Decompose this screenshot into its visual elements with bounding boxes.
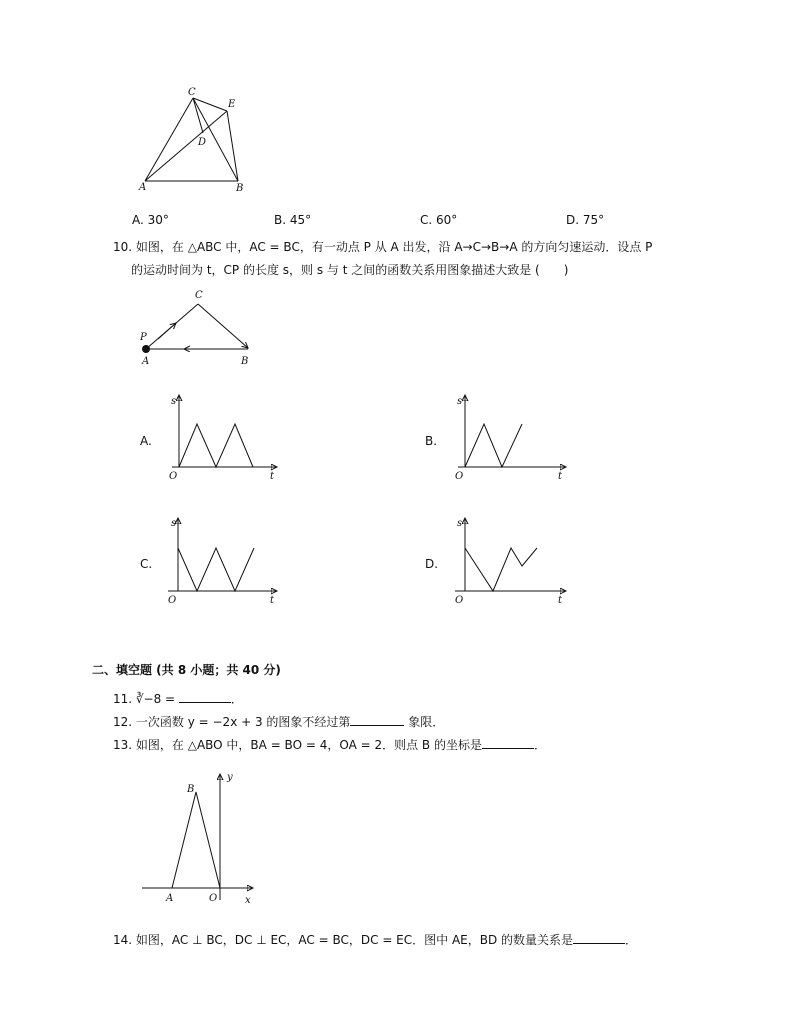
q9-option-a: A. 30° bbox=[132, 213, 169, 227]
q11-period: ． bbox=[230, 692, 243, 706]
q9-option-b: B. 45° bbox=[274, 213, 312, 227]
q10-label-C: C bbox=[195, 290, 203, 301]
q12-text: 12. 一次函数 y = −2x + 3 的图象不经过第 bbox=[113, 715, 351, 729]
graph-b-label-t: t bbox=[558, 471, 563, 482]
graph-c-label-t: t bbox=[270, 595, 275, 606]
q9-label-A: A bbox=[139, 182, 147, 193]
q9-label-B: B bbox=[236, 183, 244, 194]
q13-label-O: O bbox=[209, 893, 218, 904]
q10-option-b-label: B. bbox=[425, 434, 438, 448]
q14-text: 14. 如图，AC ⊥ BC，DC ⊥ EC，AC = BC，DC = EC．图中 AE，BD 的数量关系是 bbox=[113, 933, 574, 947]
graph-d-label-s: s bbox=[457, 518, 463, 529]
q14 bbox=[113, 931, 637, 948]
graph-d-label-t: t bbox=[558, 595, 563, 606]
q13-triangle bbox=[172, 792, 220, 888]
graph-b-label-s: s bbox=[457, 396, 463, 407]
q13-label-B: B bbox=[187, 784, 195, 795]
q14-blank bbox=[573, 931, 625, 944]
graph-a-label-s: s bbox=[171, 396, 177, 407]
graph-a-label-t: t bbox=[270, 471, 275, 482]
q12-suffix: 象限． bbox=[408, 715, 445, 729]
q13-text: 13. 如图，在 △ABO 中，BA = BO = 4，OA = 2．则点 B 的坐标是 bbox=[113, 738, 482, 752]
graph-c-label-O: O bbox=[168, 595, 177, 606]
graph-c-label-s: s bbox=[171, 518, 177, 529]
graph-b-label-O: O bbox=[455, 471, 464, 482]
graph-a-label-O: O bbox=[169, 471, 178, 482]
q11-text: 11. ∛−8 = bbox=[113, 692, 179, 706]
q9-label-E: E bbox=[228, 99, 236, 110]
section-title: 二、填空题 (共 8 小题；共 40 分) bbox=[92, 663, 281, 677]
q9-option-c: C. 60° bbox=[420, 213, 458, 227]
q10-option-c-label: C. bbox=[140, 557, 153, 571]
q10-line1: 10. 如图，在 △ABC 中，AC = BC，有一动点 P 从 A 出发，沿 A→C→B→A 的方向匀速运动．设点 P bbox=[113, 240, 653, 254]
q9-label-C: C bbox=[188, 87, 196, 98]
q10-line2: 的运动时间为 t，CP 的长度 s，则 s 与 t 之间的函数关系用图象描述大致是 ( ) bbox=[131, 263, 569, 277]
q10-label-B: B bbox=[241, 356, 249, 367]
q14-period: ． bbox=[625, 933, 638, 947]
graph-d-label-O: O bbox=[455, 595, 464, 606]
q9-option-d: D. 75° bbox=[566, 213, 605, 227]
q13-label-A: A bbox=[166, 893, 174, 904]
q10-option-a-label: A. bbox=[140, 434, 152, 448]
q10-label-A: A bbox=[142, 356, 150, 367]
q13-label-y: y bbox=[227, 772, 233, 783]
q9-label-D: D bbox=[198, 137, 207, 148]
q13-period: ． bbox=[533, 738, 546, 752]
q10-option-d-label: D. bbox=[425, 557, 439, 571]
q10-label-P: P bbox=[140, 332, 147, 343]
q13-label-x: x bbox=[245, 895, 251, 906]
